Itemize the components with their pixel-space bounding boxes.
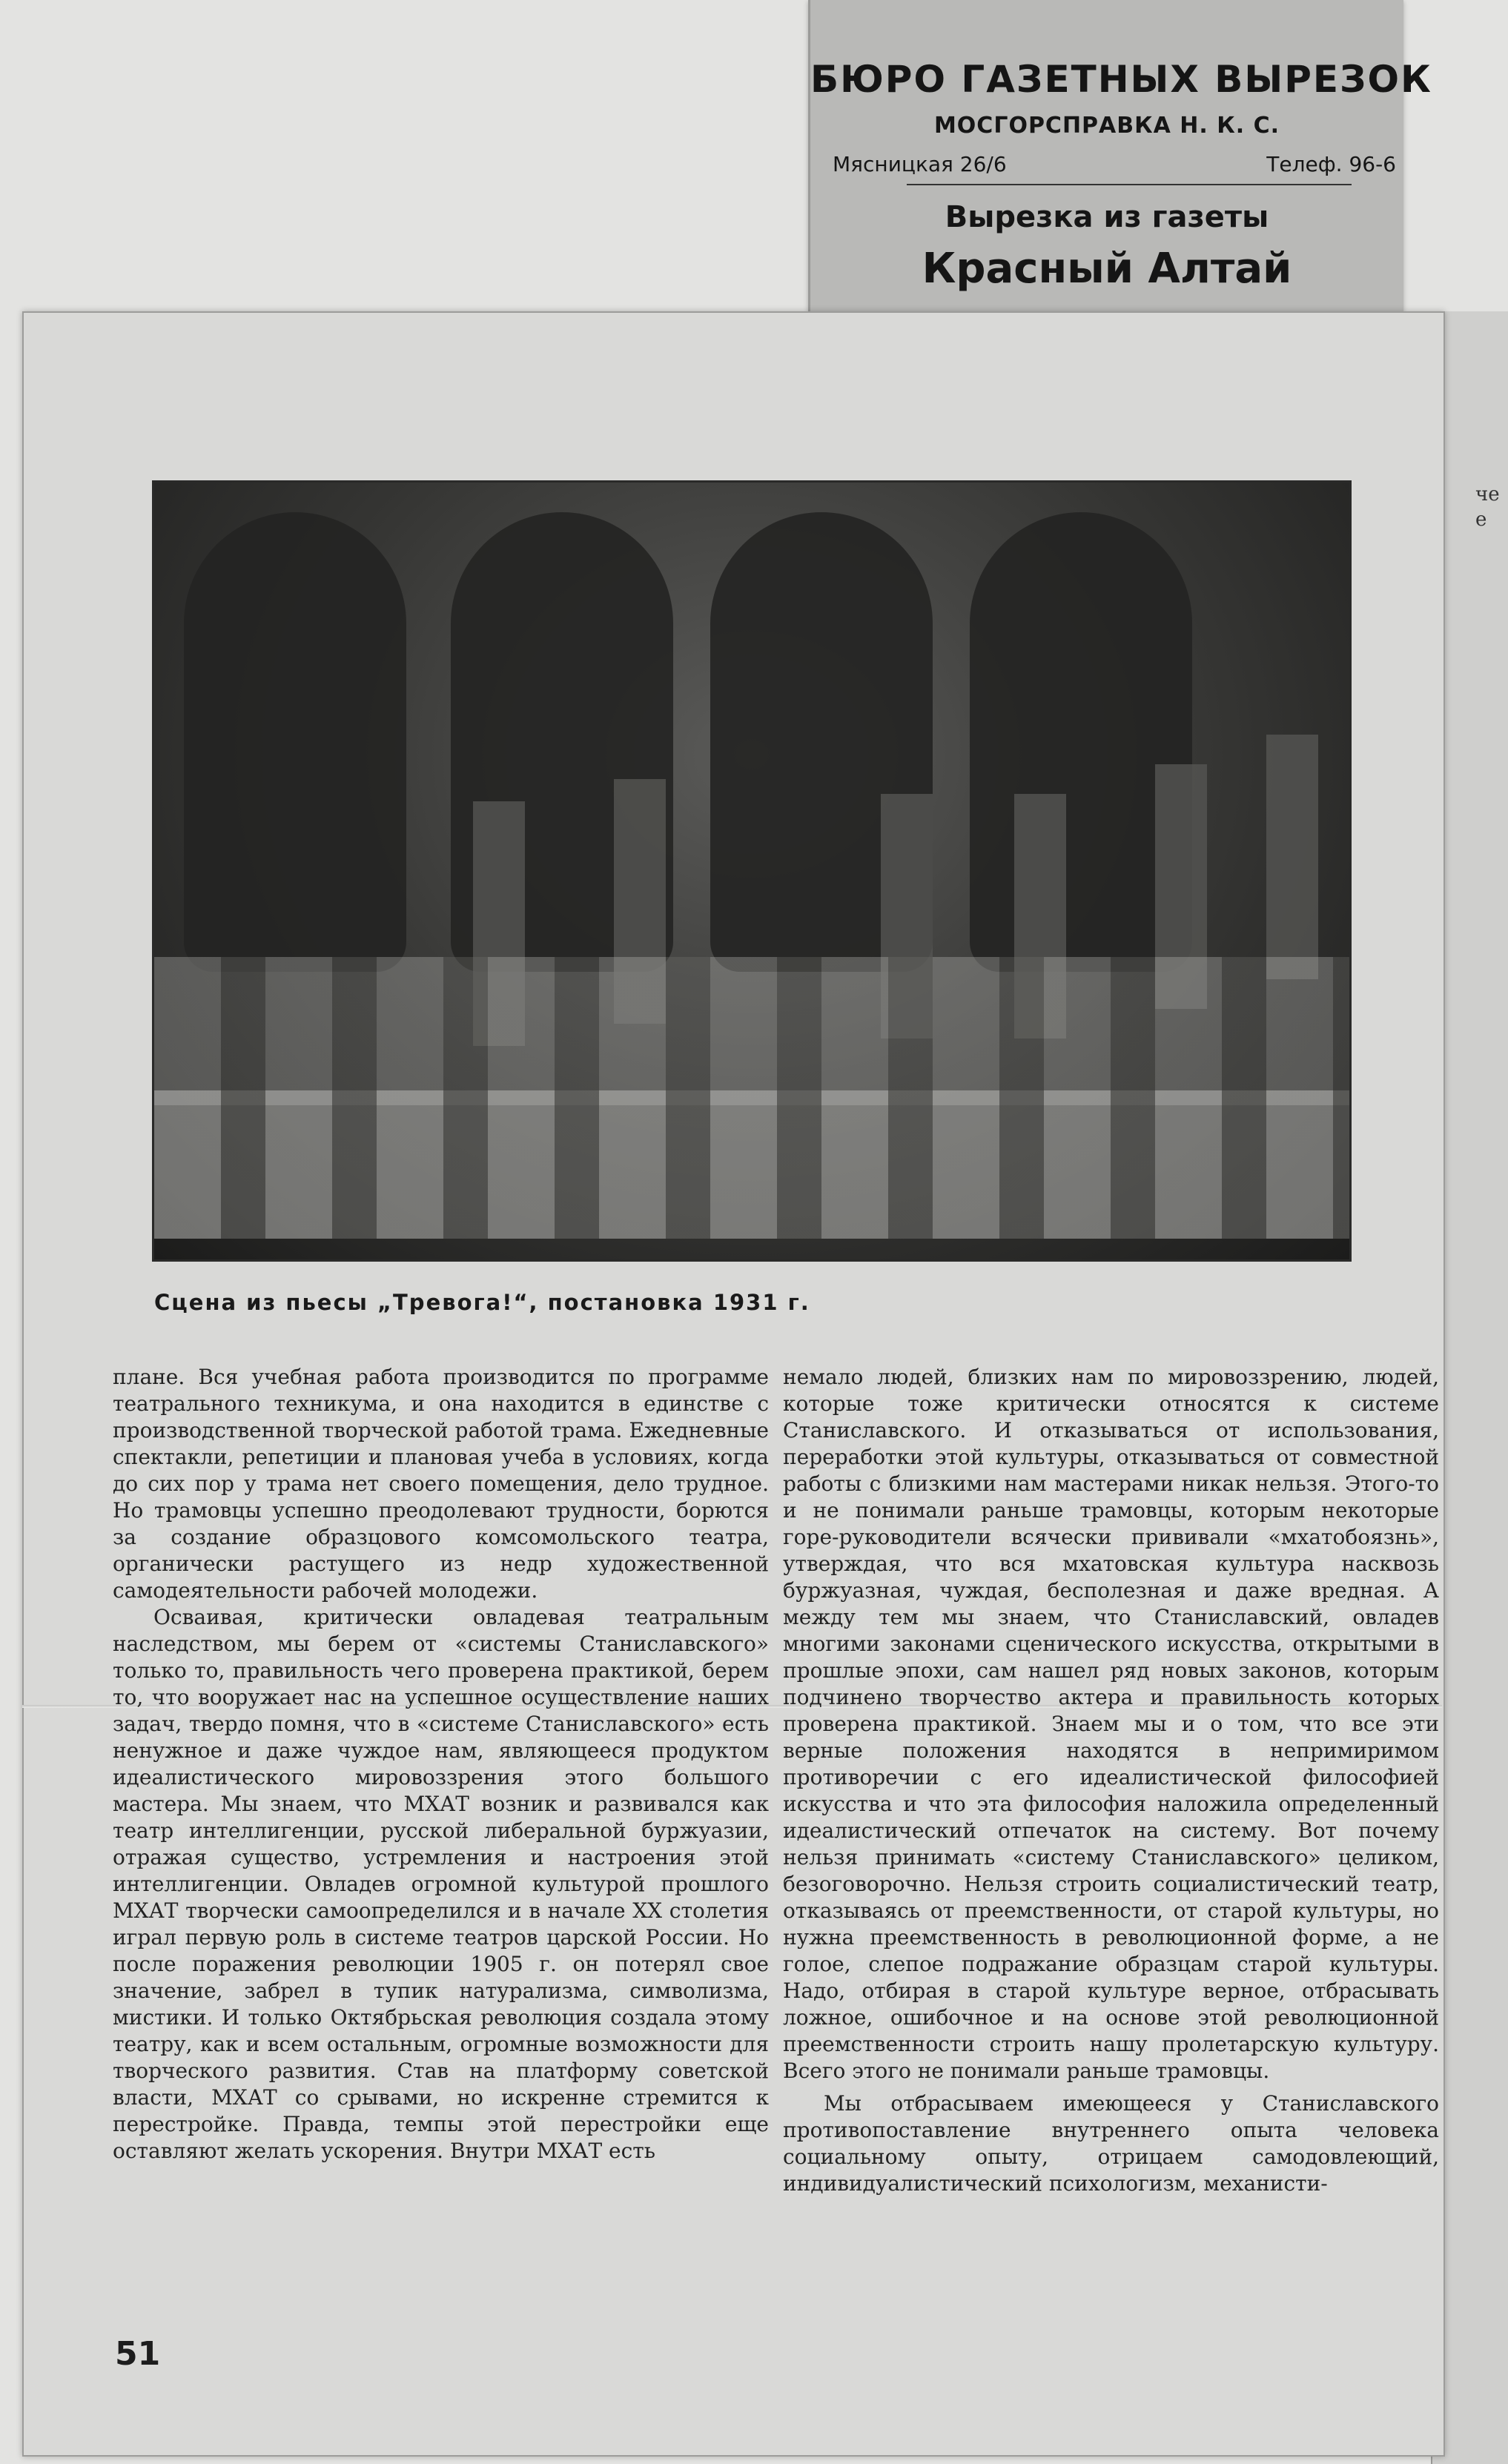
clipping-label: Вырезка из газеты: [945, 200, 1269, 234]
actors-back-row: [154, 957, 1349, 1105]
paragraph: плане. Вся учебная работа производится по программе театрального техникума, и она находится в единстве с производственной творческой работой трама. Ежедневные спектакли, репетиции и плановая учеба в условиях, когда до сих пор у трама нет своего помещения, дело трудное. Но трамовцы успешно преодолевают трудности, борются за создание образцового комсомольского театра, органически растущего из недр художественной самодеятельности рабочей молодежи.: [113, 1365, 769, 1603]
newspaper-name: Красный Алтай: [922, 245, 1292, 293]
page-number: 51: [115, 2335, 161, 2373]
paragraph: Осваивая, критически овладевая театральным наследством, мы берем от «системы Станиславского» только то, правильность чего проверена практикой, берем то, что вооружает нас на успешное осуществление наших задач, твердо помня, что в «системе Станиславского» есть ненужное и даже чуждое нам, являющееся продуктом идеалистического мировоззрения этого большого мастера. Мы знаем, что МХАТ возник и развивался как театр интеллигенции, русской либеральной буржуазии, отражая существо, устремления и настроения этой интеллигенции. Овладев огромной культурой прошлого МХАТ творчески самоопределился и в начале XX столетия играл первую роль в системе театров царской России. Но после поражения революции 1905 г. он потерял свое значение, забрел в тупик натурализма, символизма, мистики. И только Октябрьская революция создала этому театру, как и всем остальным, огромные возможности для творческого развития. Став на платформу советской власти, МХАТ со срывами, но искренне стремится к перестройке. Правда, темпы этой перестройки еще оставляют желать ускорения. Внутри МХАТ есть: [113, 1605, 769, 2163]
bureau-address: Мясницкая 26/6: [833, 152, 1007, 176]
theatre-scene-photo: [152, 480, 1352, 1262]
photo-caption: Сцена из пьесы „Тревога!“, постановка 1931 г.: [154, 1290, 810, 1315]
paragraph: немало людей, близких нам по мировоззрению, людей, которые тоже критически относятся к системе Станиславского. И отказываться от использования, переработки этой культуры, отказываться от совместной работы с близкими нам мастерами никак нельзя. Этого-то и не понимали раньше трамовцы, которым некоторые горе-руководители всячески прививали «мхатобоязнь», утверждая, что вся мхатовская культура насквозь буржуазная, чуждая, бесполезная и даже вредная. А между тем мы знаем, что Станиславский, овладев многими законами сценического искусства, открытыми в прошлые эпохи, сам нашел ряд новых законов, которым подчинено творчество актера и правильность которых проверена практикой. Знаем мы и о том, что все эти верные положения находятся в непримиримом противоречии с его идеалистической философией искусства и что эта философия наложила определенный идеалистический отпечаток на систему. Вот почему нельзя принимать «систему Станиславского» целиком, безоговорочно. Нельзя строить социалистический театр, отказываясь от преемственности, от старой культуры, но нужна преемственность в революционной форме, а не голое, слепое подражание образцам старой культуры. Надо, отбирая в старой культуре верное, отбрасывать ложное, ошибочное и на основе этой революционной преемственности строить нашу пролетарскую культуру. Всего этого не понимали раньше трамовцы.: [783, 1365, 1439, 2083]
bureau-title: БЮРО ГАЗЕТНЫХ ВЫРЕЗОК: [810, 58, 1432, 101]
adjacent-page-text: че е: [1475, 483, 1500, 531]
stamp-divider: [907, 184, 1352, 185]
actors-front-row: [154, 1090, 1349, 1239]
article-column-right: [783, 1364, 1439, 2313]
bureau-org: МОСГОРСПРАВКА Н. К. С.: [933, 113, 1280, 139]
giant-figure-silhouette: [184, 512, 406, 972]
banner-flag: [1266, 735, 1318, 979]
paragraph: Мы отбрасываем имеющееся у Станиславского противопоставление внутреннего опыта человека социальному опыту, отрицаем самодовлеющий, индивидуалистический психологизм, механисти-: [783, 2091, 1439, 2196]
bureau-phone: Телеф. 96-6: [1266, 152, 1396, 176]
article-column-left: [113, 1364, 769, 2313]
clipping-bureau-stamp: [808, 0, 1432, 311]
bureau-contacts: [833, 152, 1396, 176]
